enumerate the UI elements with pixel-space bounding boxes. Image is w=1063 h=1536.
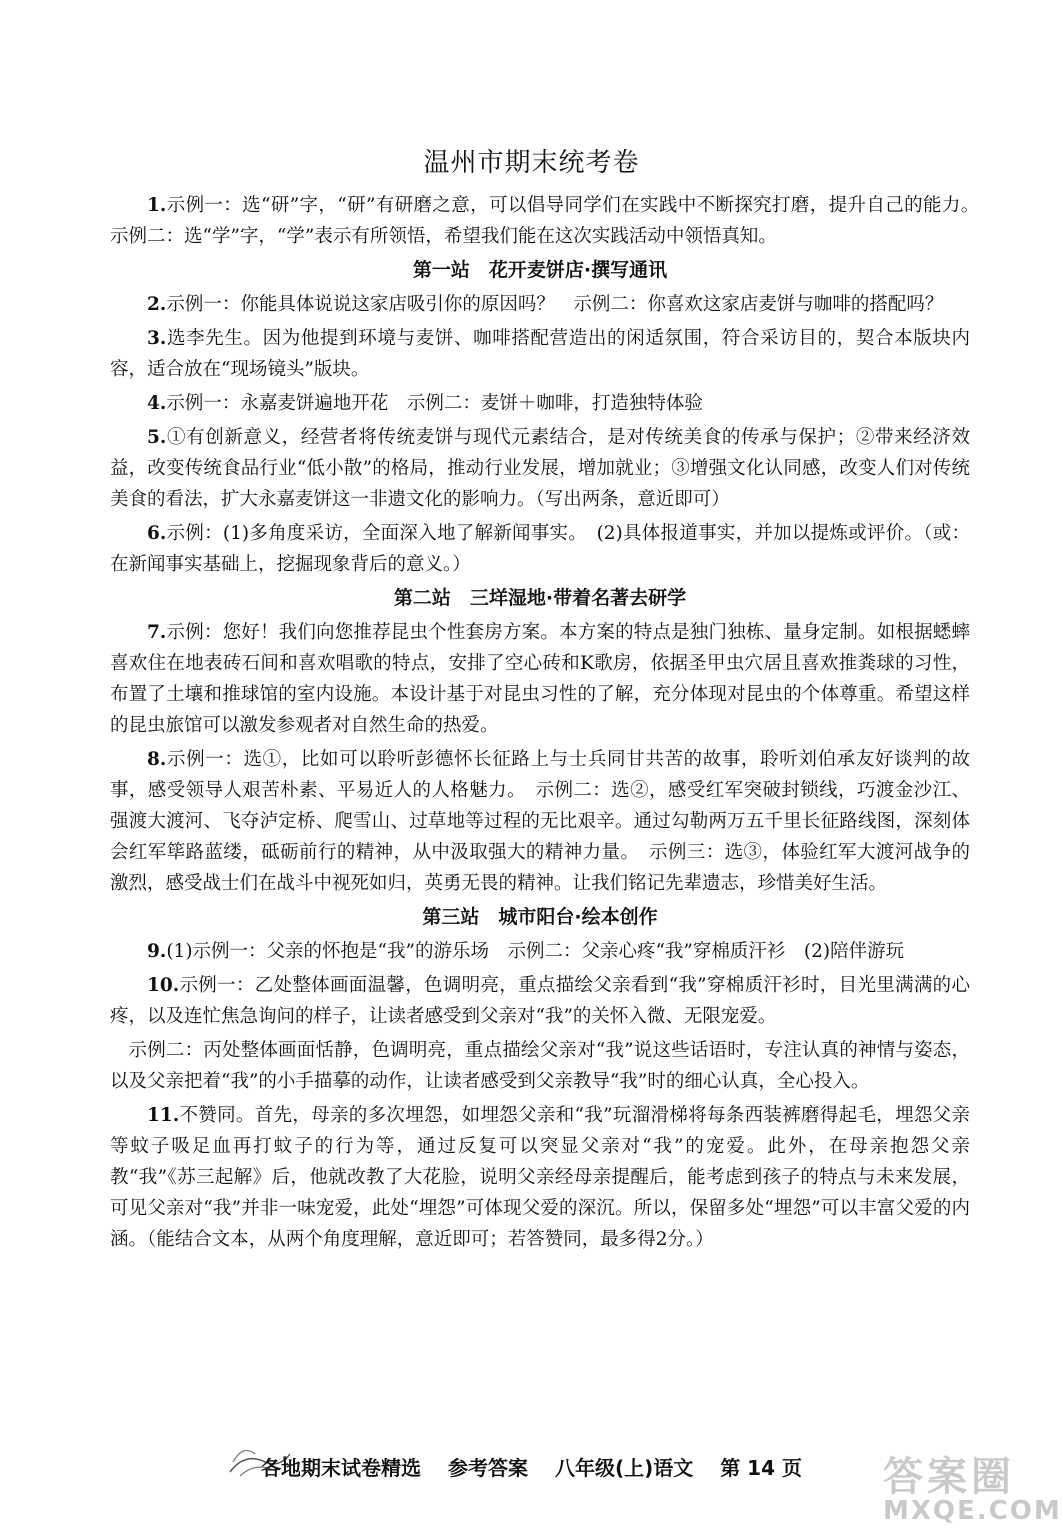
answer-8: 8.示例一：选①，比如可以聆听彭德怀长征路上与士兵同甘共苦的故事，聆听刘伯承友好谈判的故事，感受领导人艰苦朴素、平易近人的人格魅力。 示例二：选②，感受红军突破封锁线，巧渡金沙江、强渡大渡河、飞夺泸定桥、爬雪山、过草地等过程的无比艰辛。通过勾勒两万五千里长征路线图，深刻体会红军筚路蓝缕，砥砺前行的精神，从中汲取强大的精神力量。 示例三：选③，体验红军大渡河战争的激烈，感受战士们在战斗中视死如归，英勇无畏的精神。让我们铭记先辈遗志，珍惜美好生活。 — [110, 749, 970, 894]
footer-page-number: 第 14 页 — [720, 1456, 802, 1480]
answer-content — [110, 190, 989, 1258]
answer-5: 5.①有创新意义，经营者将传统麦饼与现代元素结合，是对传统美食的传承与保护；②带来经济效益，改变传统食品行业“低小散”的格局，推动行业发展，增加就业；③增强文化认同感，改变人们对传统美食的看法，扩大永嘉麦饼这一非遗文化的影响力。（写出两条，意近即可） — [110, 427, 970, 510]
section-heading-3: 第三站 城市阳台·绘本创作 — [422, 906, 658, 928]
watermark-bottom-text: MXQE.COM — [883, 1496, 1062, 1526]
watermark-top-text: 答案圈 — [883, 1454, 1015, 1500]
footer-grade: 八年级(上)语文 — [554, 1456, 694, 1480]
answer-2: 2.示例一：你能具体说说这家店吸引你的原因吗？ 示例二：你喜欢这家店麦饼与咖啡的搭配吗？ — [147, 294, 944, 315]
answer-4: 4.示例一：永嘉麦饼遍地开花 示例二：麦饼＋咖啡，打造独特体验 — [147, 393, 703, 414]
page-title: 温州市期末统考卷 — [423, 148, 640, 178]
answer-10: 10.示例一：乙处整体画面温馨，色调明亮，重点描绘父亲看到“我”穿棉质汗衫时，目光里满满的心疼，以及连忙焦急询问的样子，让读者感受到父亲对“我”的关怀入微、无限宠爱。 — [110, 975, 970, 1027]
answer-3: 3.选李先生。因为他提到环境与麦饼、咖啡搭配营造出的闲适氛围，符合采访目的，契合本版块内容，适合放在“现场镜头”版块。 — [110, 328, 970, 380]
footer-book-title: 各地期末试卷精选 — [261, 1456, 422, 1480]
answer-6: 6.示例：(1)多角度采访，全面深入地了解新闻事实。 (2)具体报道事实，并加以提炼或评价。（或：在新闻事实基础上，挖掘现象背后的意义。） — [110, 523, 970, 575]
section-heading-1: 第一站 花开麦饼店·撰写通讯 — [412, 259, 668, 281]
watermark-logo — [883, 1445, 1062, 1530]
answer-9: 9.(1)示例一：父亲的怀抱是“我”的游乐场 示例二：父亲心疼“我”穿棉质汗衫 (2)陪伴游玩 — [147, 941, 905, 962]
section-heading-2: 第二站 三垟湿地·带着名著去研学 — [393, 587, 687, 609]
answer-1: 1.示例一：选“研”字，“研”有研磨之意，可以倡导同学们在实践中不断探究打磨，提升自己的能力。 示例二：选“学”字，“学”表示有所领悟，希望我们能在这次实践活动中领悟真知。 — [110, 195, 989, 247]
answer-7: 7.示例：您好！我们向您推荐昆虫个性套房方案。本方案的特点是独门独栋、量身定制。如根据蟋蟀喜欢住在地表砖石间和喜欢唱歌的特点，安排了空心砖和K歌房，依据圣甲虫穴居且喜欢推粪球的习性，布置了土壤和推球馆的室内设施。本设计基于对昆虫习性的了解，充分体现对昆虫的个体尊重。希望这样的昆虫旅馆可以激发参观者对自然生命的热爱。 — [110, 622, 970, 736]
footer-answers-label: 参考答案 — [447, 1456, 528, 1480]
answer-11: 11.不赞同。首先，母亲的多次埋怨，如埋怨父亲和“我”玩溜滑梯将每条西装裤磨得起毛，埋怨父亲等蚊子吸足血再打蚊子的行为等，通过反复可以突显父亲对“我”的宠爱。此外，在母亲抱怨父亲教“我”《苏三起解》后，他就改教了大花脸，说明父亲经母亲提醒后，能考虑到孩子的特点与未来发展，可见父亲对“我”并非一味宠爱，此处“埋怨”可体现父爱的深沉。所以，保留多处“埋怨”可以丰富父爱的内涵。（能结合文本，从两个角度理解，意近即可；若答赞同，最多得2分。） — [110, 1105, 970, 1250]
answer-10-example-2: 示例二：丙处整体画面恬静，色调明亮，重点描绘父亲对“我”说这些话语时，专注认真的神情与姿态，以及父亲把着“我”的小手描摹的动作，让读者感受到父亲教导“我”时的细心认真，全心投入。 — [110, 1040, 970, 1092]
